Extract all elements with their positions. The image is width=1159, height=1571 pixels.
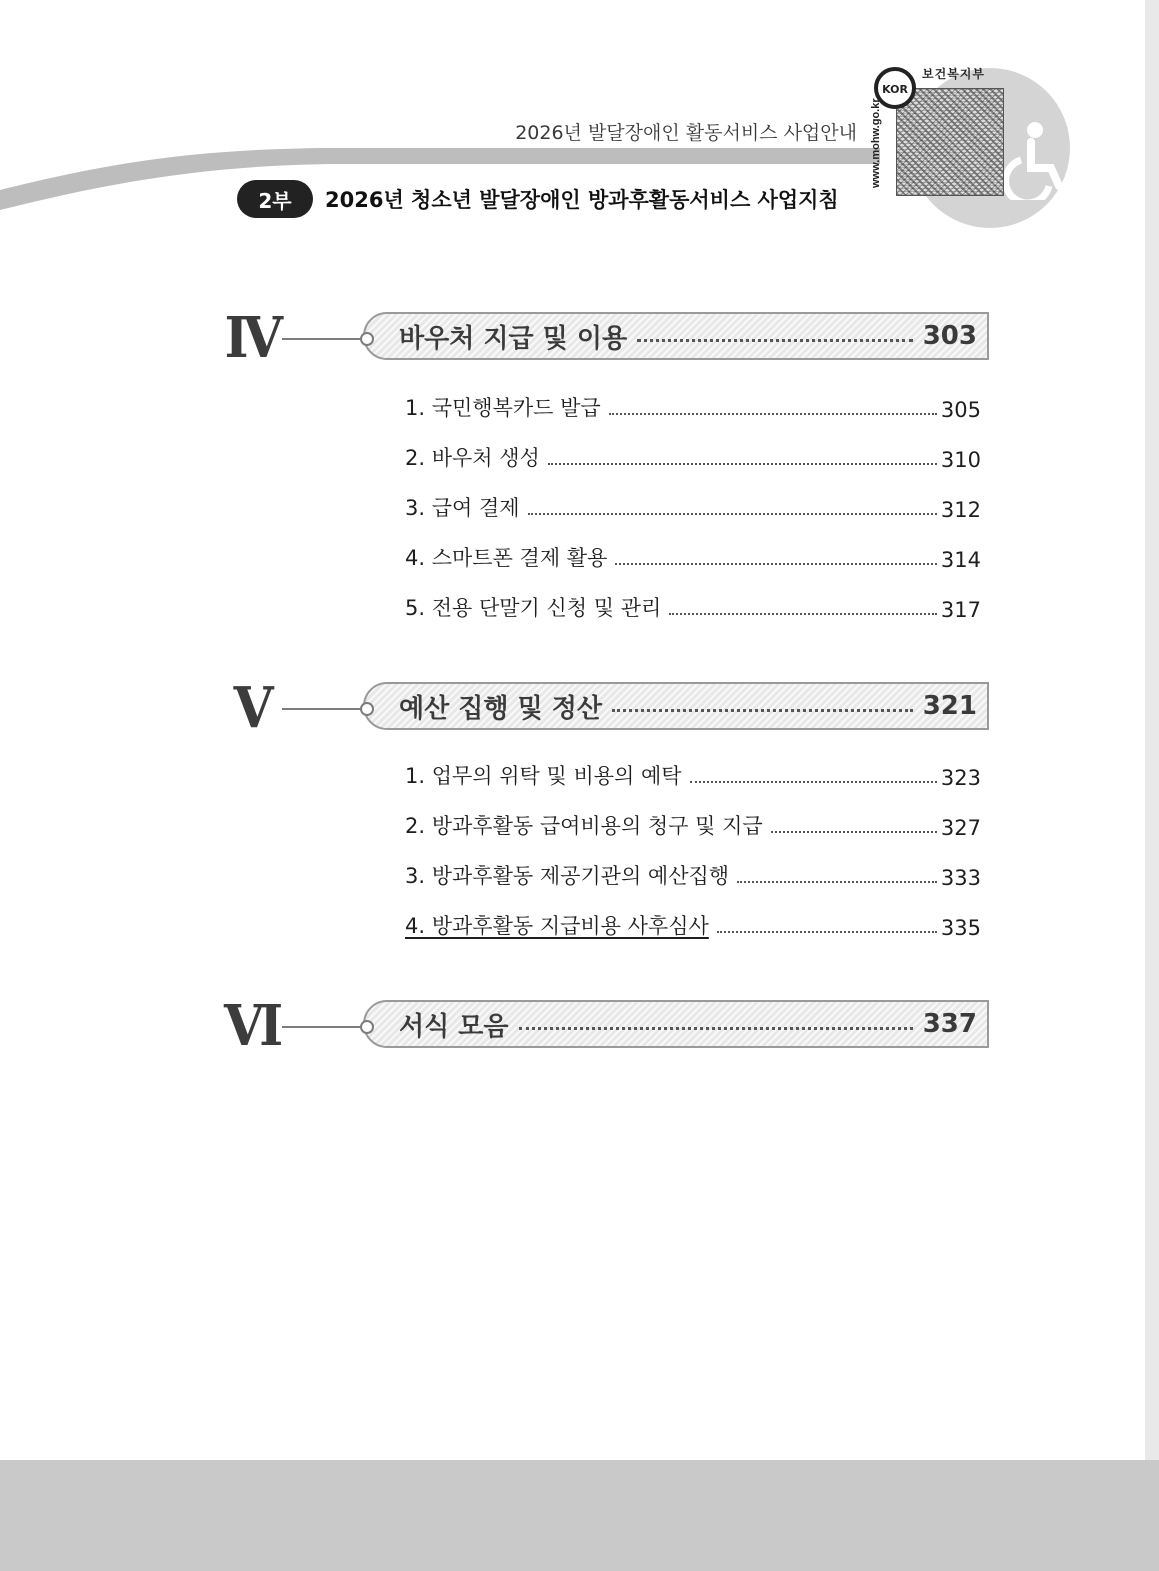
chapter-page: 303 bbox=[922, 321, 977, 351]
leader-dots bbox=[717, 931, 937, 933]
chapter-vi bbox=[210, 993, 1000, 1059]
item-page: 317 bbox=[940, 598, 981, 622]
item-label: 2. 방과후활동 급여비용의 청구 및 지급 bbox=[405, 814, 763, 838]
running-title: 2026년 발달장애인 활동서비스 사업안내 bbox=[515, 122, 857, 144]
leader-dots bbox=[615, 563, 937, 565]
connector-knob bbox=[360, 702, 374, 716]
item-page: 333 bbox=[940, 866, 981, 890]
toc-item[interactable] bbox=[405, 522, 981, 572]
chapter-title: 서식 모음 bbox=[399, 1011, 509, 1042]
chapter-iv-items bbox=[405, 372, 981, 622]
item-label: 1. 업무의 위탁 및 비용의 예탁 bbox=[405, 764, 682, 788]
chapter-v bbox=[210, 675, 1000, 741]
leader-dots bbox=[528, 513, 937, 515]
item-label: 3. 급여 결제 bbox=[405, 496, 520, 520]
ministry-name: 보건복지부 bbox=[922, 67, 985, 81]
chapter-title: 예산 집행 및 정산 bbox=[399, 693, 602, 724]
item-label: 3. 방과후활동 제공기관의 예산집행 bbox=[405, 864, 730, 888]
chapter-page: 337 bbox=[922, 1009, 977, 1039]
item-page: 312 bbox=[940, 498, 981, 522]
chapter-heading-link[interactable] bbox=[363, 1000, 989, 1048]
item-page: 327 bbox=[940, 816, 981, 840]
chapter-numeral: Ⅴ bbox=[233, 675, 267, 741]
chapter-heading-link[interactable] bbox=[363, 682, 989, 730]
item-label: 4. 방과후활동 지급비용 사후심사 bbox=[405, 914, 709, 938]
seal-text: KOR bbox=[882, 83, 908, 96]
leader-dots bbox=[771, 831, 937, 833]
chapter-iv bbox=[210, 305, 1000, 371]
item-page: 305 bbox=[940, 398, 981, 422]
leader-dots bbox=[669, 613, 937, 615]
chapter-page: 321 bbox=[922, 691, 977, 721]
part-badge: 2부 bbox=[237, 180, 313, 218]
chapter-numeral: Ⅵ bbox=[224, 993, 276, 1059]
toc-item[interactable] bbox=[405, 740, 981, 790]
toc-item[interactable] bbox=[405, 790, 981, 840]
chapter-heading-link[interactable] bbox=[363, 312, 989, 360]
bottom-band bbox=[0, 1460, 1159, 1571]
part-heading bbox=[237, 180, 839, 218]
wheelchair-icon bbox=[995, 120, 1065, 200]
leader-dots bbox=[548, 463, 937, 465]
leader-dots bbox=[690, 781, 937, 783]
item-page: 314 bbox=[940, 548, 981, 572]
item-label: 4. 스마트폰 결제 활용 bbox=[405, 546, 608, 570]
item-label: 5. 전용 단말기 신청 및 관리 bbox=[405, 596, 662, 620]
leader-dots bbox=[637, 339, 913, 342]
chapter-v-items bbox=[405, 740, 981, 940]
leader-dots bbox=[519, 1027, 913, 1030]
connector-knob bbox=[360, 332, 374, 346]
item-page: 323 bbox=[940, 766, 981, 790]
leader-dots bbox=[737, 881, 937, 883]
connector-line bbox=[282, 338, 362, 340]
item-page: 335 bbox=[940, 916, 981, 940]
toc-item-active[interactable] bbox=[405, 890, 981, 940]
leader-dots bbox=[609, 413, 937, 415]
item-label: 1. 국민행복카드 발급 bbox=[405, 396, 601, 420]
chapter-title: 바우처 지급 및 이용 bbox=[399, 323, 628, 354]
toc-item[interactable] bbox=[405, 472, 981, 522]
connector-line bbox=[282, 1026, 362, 1028]
item-page: 310 bbox=[940, 448, 981, 472]
toc-item[interactable] bbox=[405, 572, 981, 622]
part-title: 2026년 청소년 발달장애인 방과후활동서비스 사업지침 bbox=[325, 188, 839, 212]
toc-item[interactable] bbox=[405, 840, 981, 890]
page-edge bbox=[1145, 0, 1159, 1460]
chapter-numeral: Ⅳ bbox=[224, 305, 276, 371]
connector-line bbox=[282, 708, 362, 710]
toc-item[interactable] bbox=[405, 372, 981, 422]
connector-knob bbox=[360, 1020, 374, 1034]
ministry-url: www.mohw.go.kr bbox=[870, 98, 882, 188]
toc-item[interactable] bbox=[405, 422, 981, 472]
leader-dots bbox=[612, 709, 913, 712]
item-label: 2. 바우처 생성 bbox=[405, 446, 540, 470]
